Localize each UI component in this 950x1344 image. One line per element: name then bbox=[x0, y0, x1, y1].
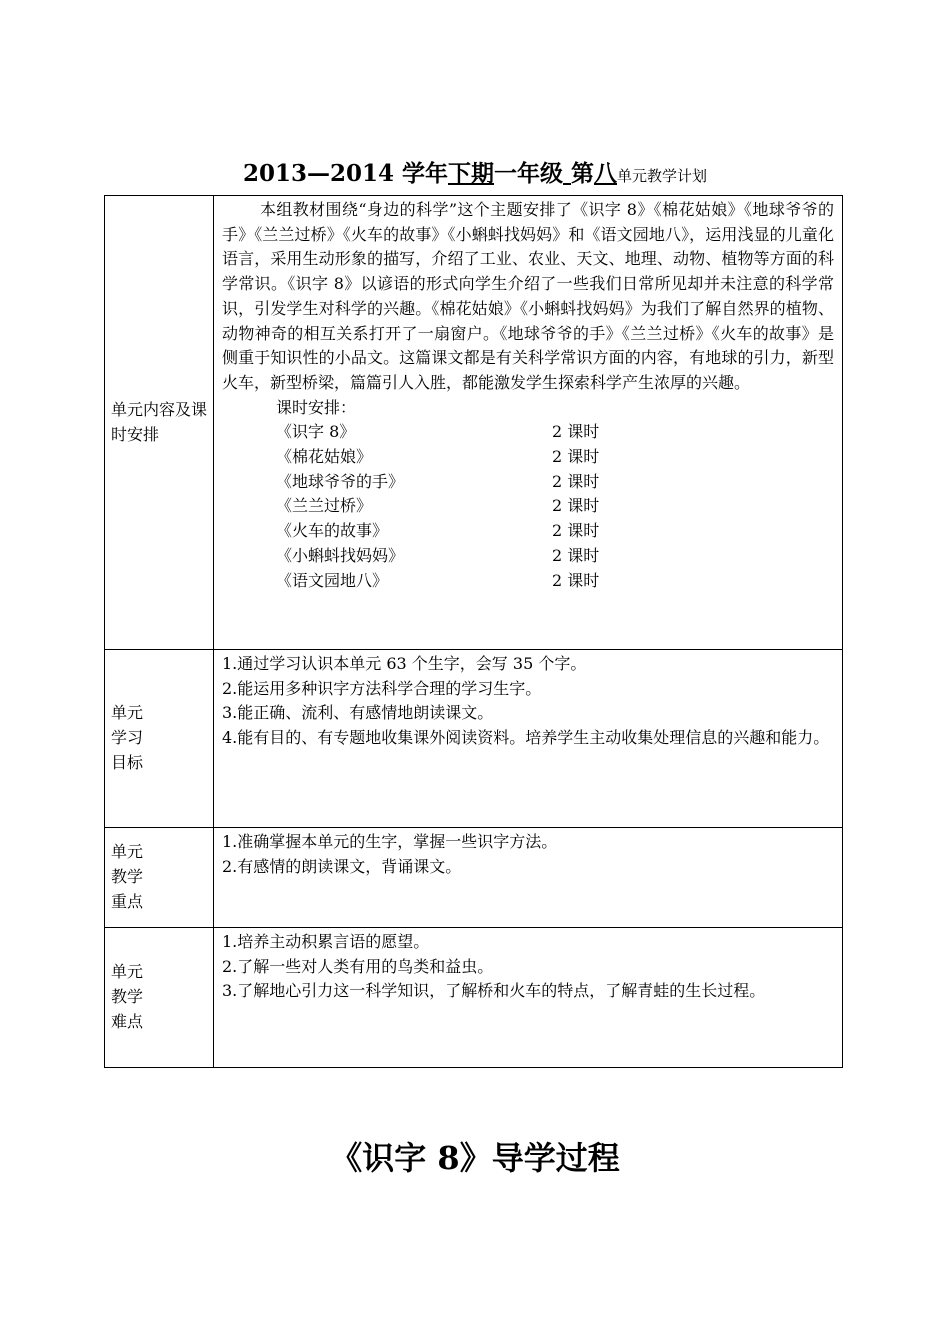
goal-item: 2.能运用多种识字方法科学合理的学习生字。 bbox=[222, 678, 542, 698]
goal-item: 3.能正确、流利、有感情地朗读课文。 bbox=[222, 703, 494, 723]
title-unit-number: 八 bbox=[594, 160, 618, 187]
schedule-row: 《语文园地八》 2 课时 bbox=[276, 570, 600, 590]
cell-difficulties bbox=[214, 928, 843, 1068]
keypoint-item: 1.准确掌握本单元的生字，掌握一些识字方法。 bbox=[222, 832, 558, 851]
schedule-row: 《小蝌蚪找妈妈》 2 课时 bbox=[276, 545, 600, 565]
title-di: 第 bbox=[571, 160, 595, 187]
unit-plan-table bbox=[104, 195, 843, 1068]
row-difficulties bbox=[105, 928, 843, 1068]
goal-item: 1.通过学习认识本单元 63 个生字，会写 35 个字。 bbox=[222, 654, 587, 673]
difficulty-item: 2.了解一些对人类有用的鸟类和益虫。 bbox=[222, 956, 494, 976]
cell-goals bbox=[214, 650, 843, 828]
difficulty-item: 1.培养主动积累言语的愿望。 bbox=[222, 932, 430, 951]
title-suffix: 单元教学计划 bbox=[617, 167, 708, 185]
title-blank bbox=[563, 160, 571, 187]
row-goals bbox=[105, 650, 843, 828]
schedule-row: 《棉花姑娘》 2 课时 bbox=[276, 447, 600, 467]
title-year: 2013—2014 学年 bbox=[242, 160, 448, 187]
schedule-row: 《兰兰过桥》 2 课时 bbox=[276, 496, 600, 516]
title-grade: 一年级 bbox=[494, 160, 563, 187]
schedule-row: 《识字 8》 2 课时 bbox=[276, 422, 600, 442]
label-goals: 单元 学习 目标 bbox=[105, 650, 214, 828]
cell-content bbox=[214, 196, 843, 650]
content-paragraph: 本组教材围绕“身边的科学”这个主题安排了《识字 8》《棉花姑娘》《地球爷爷的手》《兰兰过桥》《火车的故事》《小蝌蚪找妈妈》和《语文园地八》，运用浅显的儿童化语言，采用生动形象的描写，介绍了工业、农业、天文、地理、动物、植物等方面的科学常识。《识字 8》以谚语的形式向学生介绍了一些我们日常所见却并未注意的科学常识，引发学生对科学的兴趣。《棉花姑娘》《小蝌蚪找妈妈》为我们了解自然界的植物、动物神奇的相互关系打开了一扇窗户。《地球爷爷的手》《兰兰过桥》《火车的故事》是侧重于知识性的小品文。这篇课文都是有关科学常识方面的内容，有地球的引力，新型火车，新型桥梁，篇篇引人入胜，都能激发学生探索科学产生浓厚的兴趣。 bbox=[222, 200, 834, 392]
row-content bbox=[105, 196, 843, 650]
keypoint-item: 2.有感情的朗读课文，背诵课文。 bbox=[222, 856, 462, 876]
section-heading: 《识字 8》导学过程 bbox=[330, 1139, 620, 1177]
label-content: 单元内容及课时安排 bbox=[105, 196, 214, 650]
schedule-row: 《地球爷爷的手》 2 课时 bbox=[276, 471, 600, 491]
label-keypoints: 单元 教学 重点 bbox=[105, 828, 214, 928]
cell-keypoints bbox=[214, 828, 843, 928]
plan-title bbox=[0, 158, 950, 192]
schedule-heading: 课时安排： bbox=[276, 397, 357, 417]
schedule-row: 《火车的故事》 2 课时 bbox=[276, 521, 600, 541]
row-keypoints bbox=[105, 828, 843, 928]
title-term: 下期 bbox=[448, 160, 494, 187]
difficulty-item: 3.了解地心引力这一科学知识，了解桥和火车的特点，了解青蛙的生长过程。 bbox=[222, 981, 766, 1001]
goal-item: 4.能有目的、有专题地收集课外阅读资料。培养学生主动收集处理信息的兴趣和能力。 bbox=[222, 728, 830, 748]
label-difficulties: 单元 教学 难点 bbox=[105, 928, 214, 1068]
